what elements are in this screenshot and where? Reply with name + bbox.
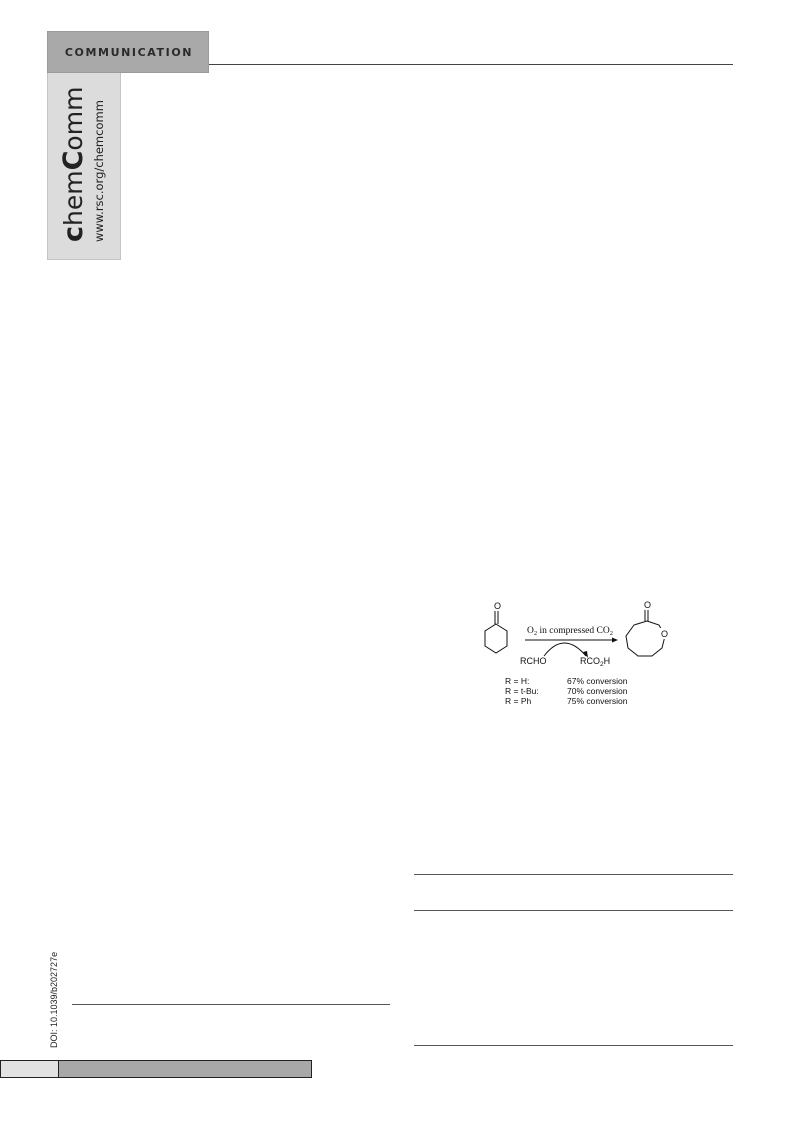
cyclohexanone-structure (485, 611, 507, 653)
result-label: R = H: (505, 676, 530, 686)
logo-wordmark-hem: hem (59, 170, 88, 226)
lactone-ring-oxygen: O (661, 629, 669, 639)
section-header-tab (47, 31, 209, 73)
doi-label: DOI: 10.1039/b202727e (49, 951, 59, 1048)
section-label: COMMUNICATION (64, 46, 194, 59)
journal-logo (48, 73, 122, 260)
ketone-oxygen-label: O (494, 601, 502, 611)
left-column-rule (72, 1004, 390, 1005)
reaction-arrow (525, 638, 618, 659)
logo-wordmark-omm: omm (59, 86, 88, 151)
result-value: 70% conversion (567, 686, 628, 696)
right-column-rule (414, 1045, 733, 1046)
result-label: R = Ph (505, 696, 532, 706)
logo-wordmark-c: c (58, 225, 89, 242)
footer-bar-left (0, 1060, 58, 1078)
logo-wordmark (57, 77, 91, 242)
reaction-condition: $O_2$ in compressed $CO_2$ (527, 626, 613, 637)
right-column-rule (414, 874, 733, 875)
logo-wordmark-C: C (58, 150, 89, 171)
journal-url: www.rsc.org/chemcomm (92, 100, 106, 242)
acid-label: $RCO_2H$ (580, 656, 611, 668)
journal-logo-panel (47, 73, 121, 260)
result-value: 67% conversion (567, 676, 628, 686)
caprolactone-structure (626, 610, 665, 656)
result-label: R = t-Bu: (505, 686, 539, 696)
result-value: 75% conversion (567, 696, 628, 706)
right-column-rule (414, 910, 733, 911)
lactone-carbonyl-oxygen: O (644, 600, 652, 610)
aldehyde-label: RCHO (520, 656, 547, 666)
header-rule (209, 64, 733, 65)
footer-bar-right (58, 1060, 312, 1078)
